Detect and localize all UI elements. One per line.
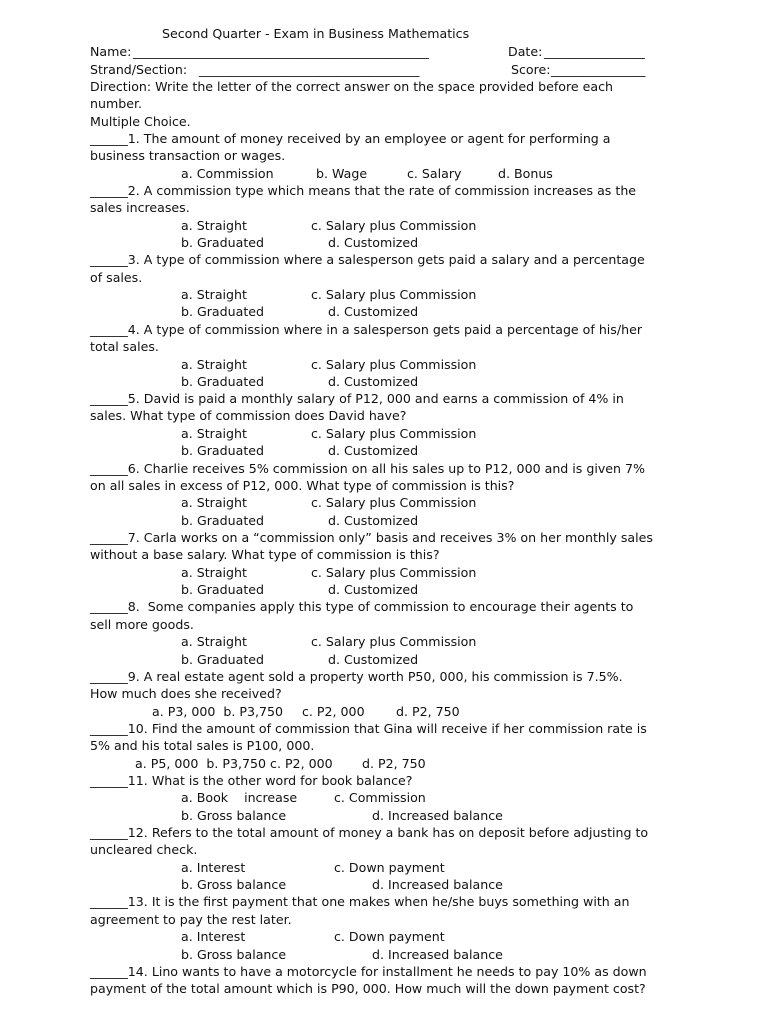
question-9-line-2: How much does she received? [90, 686, 282, 701]
question-1-line-2: business transaction or wages. [90, 148, 286, 163]
q6-choice-c: c. Salary plus Commission [311, 495, 477, 510]
q2-choice-c: c. Salary plus Commission [311, 218, 477, 233]
question-10-line-1: ______10. Find the amount of commission that Gina will receive if her commission rate is [90, 721, 647, 736]
score-label: Score: [511, 62, 551, 77]
q8-choice-a: a. Straight [181, 634, 247, 649]
question-11-line-1: ______11. What is the other word for book balance? [90, 773, 413, 788]
q8-choice-d: d. Customized [328, 652, 419, 667]
question-4-line-2: total sales. [90, 339, 159, 354]
q13-choice-d: d. Increased balance [372, 947, 503, 962]
name-label: Name: [90, 44, 132, 59]
q7-choice-d: d. Customized [328, 582, 419, 597]
q4-choice-d: d. Customized [328, 374, 419, 389]
score-field[interactable]: _______________ [551, 62, 646, 77]
q9-choice-c: c. P2, 000 [302, 704, 365, 719]
direction-line-1: Direction: Write the letter of the correct answer on the space provided before each [90, 79, 614, 94]
q12-choice-b: b. Gross balance [181, 877, 287, 892]
q3-choice-c: c. Salary plus Commission [311, 287, 477, 302]
q1-choice-b: b. Wage [316, 166, 368, 181]
question-2-line-1: ______2. A commission type which means that the rate of commission increases as the [90, 183, 637, 198]
question-7-line-2: without a base salary. What type of commission is this? [90, 547, 440, 562]
q6-choice-b: b. Graduated [181, 513, 265, 528]
q1-choice-d: d. Bonus [498, 166, 553, 181]
q5-choice-c: c. Salary plus Commission [311, 426, 477, 441]
question-13-line-1: ______13. It is the first payment that one makes when he/she buys something with an [90, 894, 630, 909]
q6-choice-d: d. Customized [328, 513, 419, 528]
q11-choice-d: d. Increased balance [372, 808, 503, 823]
question-3-line-1: ______3. A type of commission where a salesperson gets paid a salary and a percentage [90, 252, 645, 267]
q11-choice-a: a. Book increase [181, 790, 298, 805]
q2-choice-d: d. Customized [328, 235, 419, 250]
q4-choice-b: b. Graduated [181, 374, 265, 389]
date-label: Date: [508, 44, 543, 59]
q12-choice-d: d. Increased balance [372, 877, 503, 892]
question-12-line-2: uncleared check. [90, 842, 198, 857]
question-9-line-1: ______9. A real estate agent sold a property worth P50, 000, his commission is 7.5%. [90, 669, 623, 684]
q9-choices-ab: a. P3, 000 b. P3,750 [152, 704, 284, 719]
question-6-line-2: on all sales in excess of P12, 000. What type of commission is this? [90, 478, 515, 493]
section-title: Multiple Choice. [90, 114, 191, 129]
q7-choice-a: a. Straight [181, 565, 247, 580]
q3-choice-b: b. Graduated [181, 304, 265, 319]
q8-choice-b: b. Graduated [181, 652, 265, 667]
q13-choice-c: c. Down payment [334, 929, 445, 944]
q10-choices-abc: a. P5, 000 b. P3,750 c. P2, 000 [135, 756, 333, 771]
question-8-line-1: ______8. Some companies apply this type of commission to encourage their agents to [90, 599, 634, 614]
question-5-line-1: ______5. David is paid a monthly salary of P12, 000 and earns a commission of 4% in [90, 391, 624, 406]
q4-choice-a: a. Straight [181, 357, 247, 372]
q5-choice-a: a. Straight [181, 426, 247, 441]
question-13-line-2: agreement to pay the rest later. [90, 912, 292, 927]
q8-choice-c: c. Salary plus Commission [311, 634, 477, 649]
q12-choice-c: c. Down payment [334, 860, 445, 875]
q11-choice-c: c. Commission [334, 790, 426, 805]
q13-choice-a: a. Interest [181, 929, 246, 944]
question-4-line-1: ______4. A type of commission where in a salesperson gets paid a percentage of his/her [90, 322, 643, 337]
question-3-line-2: of sales. [90, 270, 143, 285]
question-10-line-2: 5% and his total sales is P100, 000. [90, 738, 315, 753]
question-14-line-2: payment of the total amount which is P90, 000. How much will the down payment cost? [90, 981, 646, 996]
question-5-line-2: sales. What type of commission does David have? [90, 408, 407, 423]
exam-title: Second Quarter - Exam in Business Mathematics [162, 26, 470, 41]
q11-choice-b: b. Gross balance [181, 808, 287, 823]
question-6-line-1: ______6. Charlie receives 5% commission on all his sales up to P12, 000 and is given 7% [90, 461, 646, 476]
q1-choice-a: a. Commission [181, 166, 274, 181]
question-2-line-2: sales increases. [90, 200, 190, 215]
date-field[interactable]: ________________ [544, 44, 645, 59]
q1-choice-c: c. Salary [407, 166, 462, 181]
q2-choice-a: a. Straight [181, 218, 247, 233]
direction-line-2: number. [90, 96, 142, 111]
q5-choice-d: d. Customized [328, 443, 419, 458]
question-12-line-1: ______12. Refers to the total amount of money a bank has on deposit before adjusting to [90, 825, 649, 840]
strand-label: Strand/Section: [90, 62, 188, 77]
q13-choice-b: b. Gross balance [181, 947, 287, 962]
question-14-line-1: ______14. Lino wants to have a motorcycle for installment he needs to pay 10% as down [90, 964, 647, 979]
question-8-line-2: sell more goods. [90, 617, 194, 632]
q10-choice-d: d. P2, 750 [362, 756, 426, 771]
strand-field[interactable]: ___________________________________ [195, 62, 420, 77]
q5-choice-b: b. Graduated [181, 443, 265, 458]
name-field[interactable]: _______________________________________________ [133, 44, 429, 59]
q2-choice-b: b. Graduated [181, 235, 265, 250]
q7-choice-c: c. Salary plus Commission [311, 565, 477, 580]
question-7-line-1: ______7. Carla works on a “commission only” basis and receives 3% on her monthly sales [90, 530, 653, 545]
q6-choice-a: a. Straight [181, 495, 247, 510]
question-1-line-1: ______1. The amount of money received by an employee or agent for performing a [90, 131, 611, 146]
q4-choice-c: c. Salary plus Commission [311, 357, 477, 372]
q7-choice-b: b. Graduated [181, 582, 265, 597]
q3-choice-d: d. Customized [328, 304, 419, 319]
q12-choice-a: a. Interest [181, 860, 246, 875]
q3-choice-a: a. Straight [181, 287, 247, 302]
q9-choice-d: d. P2, 750 [396, 704, 460, 719]
